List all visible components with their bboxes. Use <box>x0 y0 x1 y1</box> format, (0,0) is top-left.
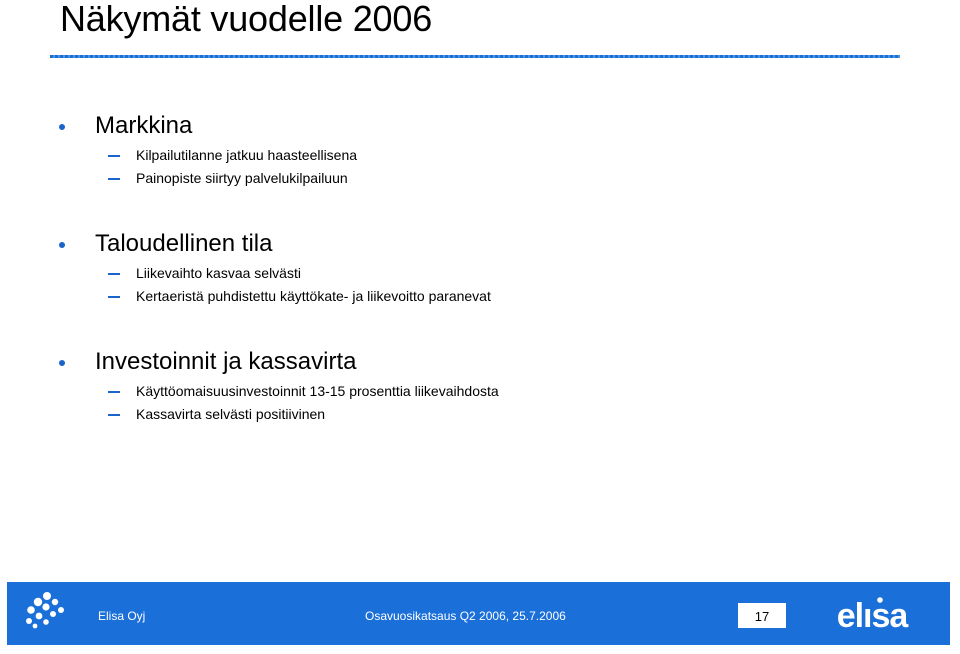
title-underline <box>50 55 900 58</box>
sub-item-text: Kertaeristä puhdistettu käyttökate- ja liikevoitto paranevat <box>136 288 491 304</box>
sub-item <box>0 169 960 192</box>
sub-item <box>0 146 960 169</box>
dash-icon <box>108 391 120 393</box>
sub-item-text: Kassavirta selvästi positiivinen <box>136 406 326 422</box>
page-number-box <box>738 603 786 628</box>
dash-icon <box>108 414 120 416</box>
slide-footer <box>7 582 950 645</box>
sub-item-text: Painopiste siirtyy palvelukilpailuun <box>136 170 348 186</box>
elisa-dots-logo-icon <box>23 590 67 630</box>
sub-item <box>0 287 960 310</box>
section-heading: Taloudellinen tila <box>95 230 273 257</box>
svg-text:elısa: elısa <box>836 597 908 635</box>
bullet-item <box>0 230 960 264</box>
sub-item-text: Kilpailutilanne jatkuu haasteellisena <box>136 147 358 163</box>
dash-icon <box>108 178 120 180</box>
section-markkina <box>0 112 960 192</box>
bullet-dot-icon <box>59 360 65 366</box>
section-investoinnit <box>0 348 960 428</box>
sub-item-text: Käyttöomaisuusinvestoinnit 13-15 prosenttia liikevaihdosta <box>136 383 499 399</box>
dash-icon <box>108 155 120 157</box>
bullet-dot-icon <box>59 242 65 248</box>
footer-company: Elisa Oyj <box>98 609 146 623</box>
sub-item-text: Liikevaihto kasvaa selvästi <box>136 265 301 281</box>
dash-icon <box>108 273 120 275</box>
bullet-item <box>0 348 960 382</box>
section-heading: Investoinnit ja kassavirta <box>95 348 357 375</box>
bullet-dot-icon <box>59 124 65 130</box>
sub-item <box>0 264 960 287</box>
elisa-wordmark-logo <box>833 591 911 635</box>
sub-item <box>0 382 960 405</box>
bullet-item <box>0 112 960 146</box>
page-number: 17 <box>754 609 770 624</box>
slide-title: Näkymät vuodelle 2006 <box>60 0 433 39</box>
dash-icon <box>108 296 120 298</box>
section-taloudellinen-tila <box>0 230 960 310</box>
section-heading: Markkina <box>95 112 193 139</box>
sub-item <box>0 405 960 428</box>
footer-report-title: Osavuosikatsaus Q2 2006, 25.7.2006 <box>365 609 566 623</box>
